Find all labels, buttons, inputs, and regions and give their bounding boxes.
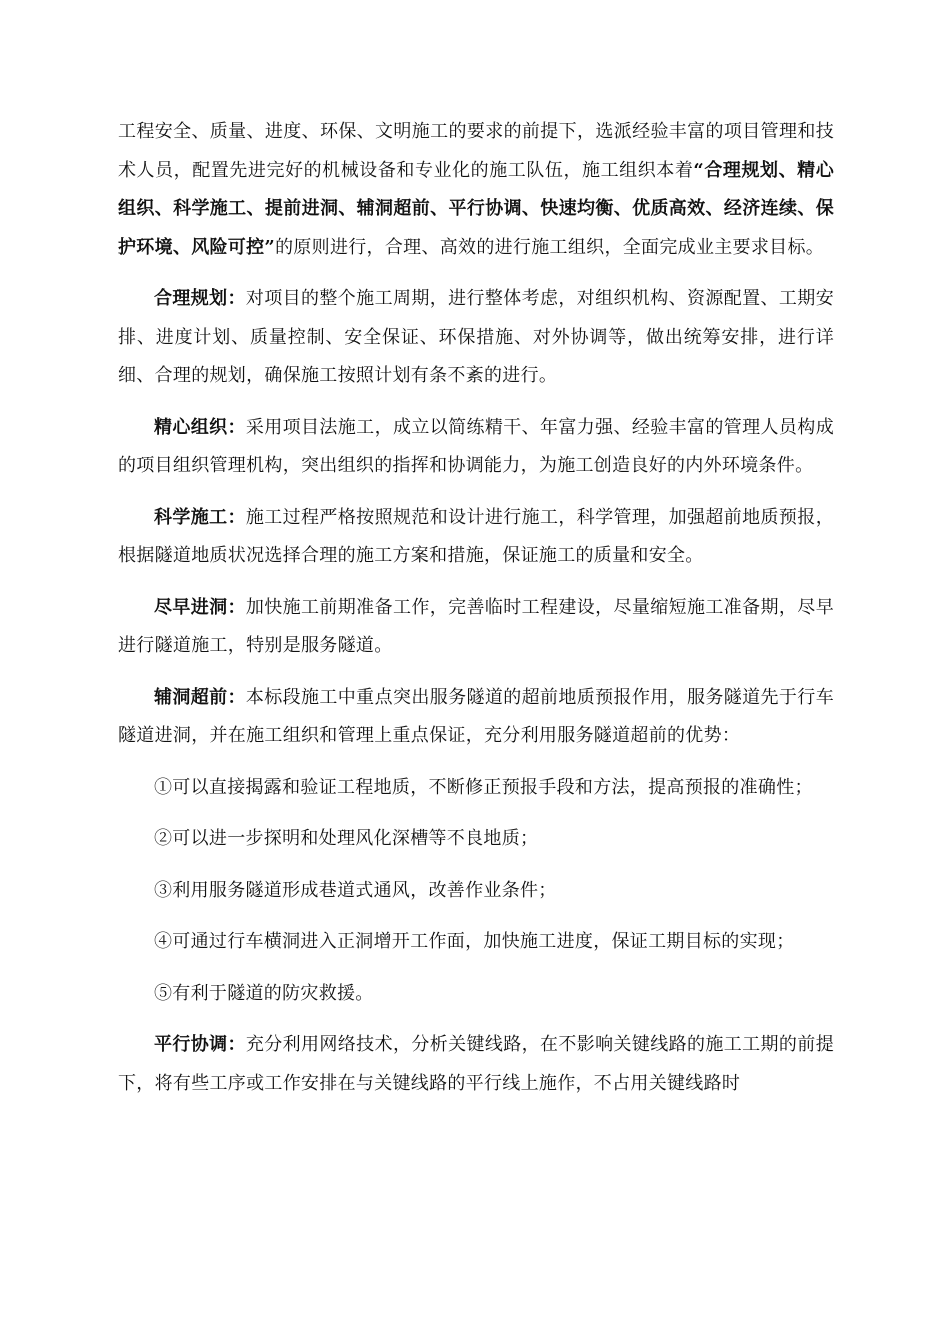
section-text: 本标段施工中重点突出服务隧道的超前地质预报作用，服务隧道先于行车隧道进洞，并在施工组织和管理上重点保证，充分利用服务隧道超前的优势： [118,686,834,746]
section-text: 充分利用网络技术，分析关键线路，在不影响关键线路的施工工期的前提下，将有些工序或工作安排在与关键线路的平行线上施作，不占用关键线路时 [118,1034,834,1094]
section-heading: 精心组织： [154,416,246,438]
document-page [118,113,834,1103]
section-heading: 科学施工： [154,506,246,528]
section-text: 采用项目法施工，成立以简练精干、年富力强、经验丰富的管理人员构成的项目组织管理机构，突出组织的指挥和协调能力，为施工创造良好的内外环境条件。 [118,416,834,476]
section-text: 加快施工前期准备工作，完善临时工程建设，尽量缩短施工准备期，尽早进行隧道施工，特别是服务隧道。 [118,596,834,656]
section-heading: 平行协调： [154,1034,246,1055]
intro-paragraph [118,113,834,267]
advantage-item: ①可以直接揭露和验证工程地质，不断修正预报手段和方法，提高预报的准确性； [154,776,813,798]
advantage-item: ②可以进一步探明和处理风化深槽等不良地质； [154,828,539,849]
section-auxiliary-tunnel [118,679,834,756]
intro-text-2: 的原则进行，合理、高效的进行施工组织，全面完成业主要求目标。 [275,236,825,258]
advantage-item: ③利用服务隧道形成巷道式通风，改善作业条件； [154,879,557,901]
intro-text-1: 工程安全、质量、进度、环保、文明施工的要求的前提下，选派经验丰富的项目管理和技术人员，配置先进完好的机械设备和专业化的施工队伍，施工组织本着 [118,121,834,181]
principle-text: “合理规划、精心组织、科学施工、提前进洞、辅洞超前、平行协调、快速均衡、优质高效、经济连续、保护环境、风险可控” [118,159,834,258]
section-text: 对项目的整个施工周期，进行整体考虑，对组织机构、资源配置、工期安排、进度计划、质量控制、安全保证、环保措施、对外协调等，做出统筹安排，进行详细、合理的规划，确保施工按照计划有条不紊的进行。 [118,288,834,386]
section-text: 施工过程严格按照规范和设计进行施工，科学管理，加强超前地质预报，根据隧道地质状况选择合理的施工方案和措施，保证施工的质量和安全。 [118,506,834,566]
advantage-item: ⑤有利于隧道的防灾救援。 [154,982,374,1004]
section-organization [118,409,834,486]
advantage-item: ④可通过行车横洞进入正洞增开工作面，加快施工进度，保证工期目标的实现； [154,931,795,952]
section-parallel [118,1026,834,1103]
section-planning [118,280,834,396]
section-heading: 尽早进洞： [154,596,246,618]
section-heading: 辅洞超前： [154,686,246,708]
section-scientific [118,499,834,576]
section-early-entry [118,589,834,666]
section-heading: 合理规划： [154,288,246,309]
